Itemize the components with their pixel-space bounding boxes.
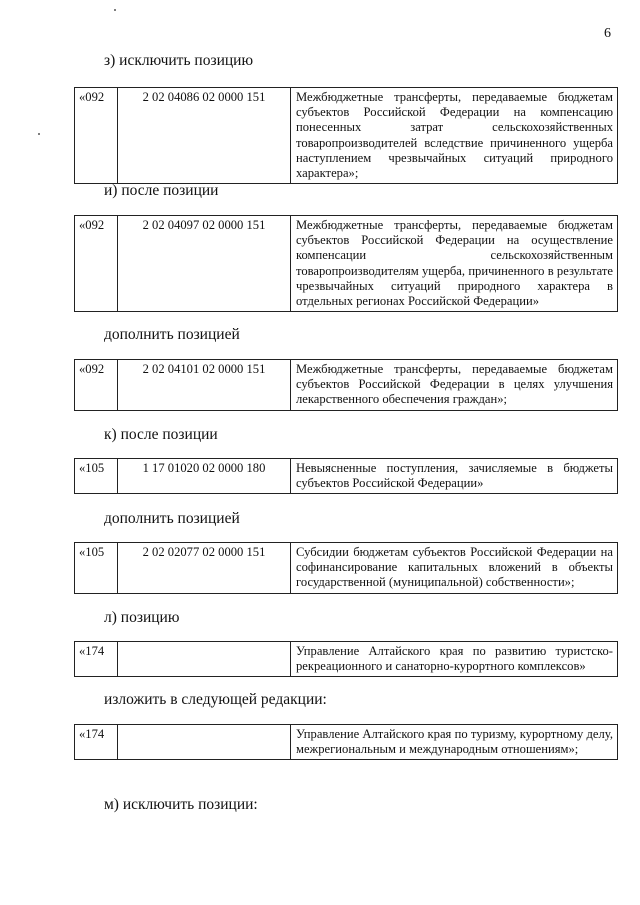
position-code: «174 [75, 642, 118, 677]
section-heading: изложить в следующей редакции: [104, 691, 327, 708]
position-description: Межбюджетные трансферты, передаваемые бюджетам субъектов Российской Федерации в целях улучшения лекарственного обеспечения граждан»; [291, 360, 618, 411]
position-description: Межбюджетные трансферты, передаваемые бюджетам субъектов Российской Федерации на компенсацию понесенных затрат сельскохозяйственных товаропроизводителей вследствие причиненного ущерба наступлением чрезвычайных ситуаций природного характера»; [291, 88, 618, 184]
position-table [74, 458, 618, 494]
kbk-code: 2 02 04097 02 0000 151 [118, 216, 291, 312]
position-code: «092 [75, 360, 118, 411]
section-heading: дополнить позицией [104, 326, 240, 343]
position-description: Субсидии бюджетам субъектов Российской Федерации на софинансирование капитальных вложений в объекты государственной (муниципальной) собственности»; [291, 543, 618, 594]
position-description: Управление Алтайского края по туризму, курортному делу, межрегиональным и международным отношениям»; [291, 725, 618, 760]
table-row [75, 360, 618, 411]
position-table [74, 87, 618, 184]
position-table [74, 641, 618, 677]
section-heading: з) исключить позицию [104, 52, 254, 69]
table-row [75, 459, 618, 494]
scan-speck [38, 133, 40, 135]
section-heading: и) после позиции [104, 182, 219, 199]
kbk-code: 2 02 04101 02 0000 151 [118, 360, 291, 411]
table-row [75, 725, 618, 760]
kbk-code: 2 02 02077 02 0000 151 [118, 543, 291, 594]
position-description: Управление Алтайского края по развитию туристско-рекреационного и санаторно-курортного комплексов» [291, 642, 618, 677]
kbk-code: 2 02 04086 02 0000 151 [118, 88, 291, 184]
position-table [74, 215, 618, 312]
table-row [75, 88, 618, 184]
position-code: «174 [75, 725, 118, 760]
kbk-code [118, 642, 291, 677]
position-code: «105 [75, 459, 118, 494]
position-description: Межбюджетные трансферты, передаваемые бюджетам субъектов Российской Федерации на осуществление компенсации сельскохозяйственным товаропроизводителям ущерба, причиненного в результате чрезвычайных ситуаций природного характера в отдельных регионах Российской Федерации» [291, 216, 618, 312]
kbk-code [118, 725, 291, 760]
table-row [75, 216, 618, 312]
position-table [74, 542, 618, 594]
position-table [74, 359, 618, 411]
position-code: «105 [75, 543, 118, 594]
section-heading: дополнить позицией [104, 510, 240, 527]
section-heading: м) исключить позиции: [104, 796, 258, 813]
page-number: 6 [604, 26, 611, 41]
scan-speck [114, 9, 116, 11]
section-heading: к) после позиции [104, 426, 218, 443]
position-table [74, 724, 618, 760]
position-code: «092 [75, 216, 118, 312]
kbk-code: 1 17 01020 02 0000 180 [118, 459, 291, 494]
position-description: Невыясненные поступления, зачисляемые в бюджеты субъектов Российской Федерации» [291, 459, 618, 494]
section-heading: л) позицию [104, 609, 180, 626]
table-row [75, 543, 618, 594]
position-code: «092 [75, 88, 118, 184]
table-row [75, 642, 618, 677]
